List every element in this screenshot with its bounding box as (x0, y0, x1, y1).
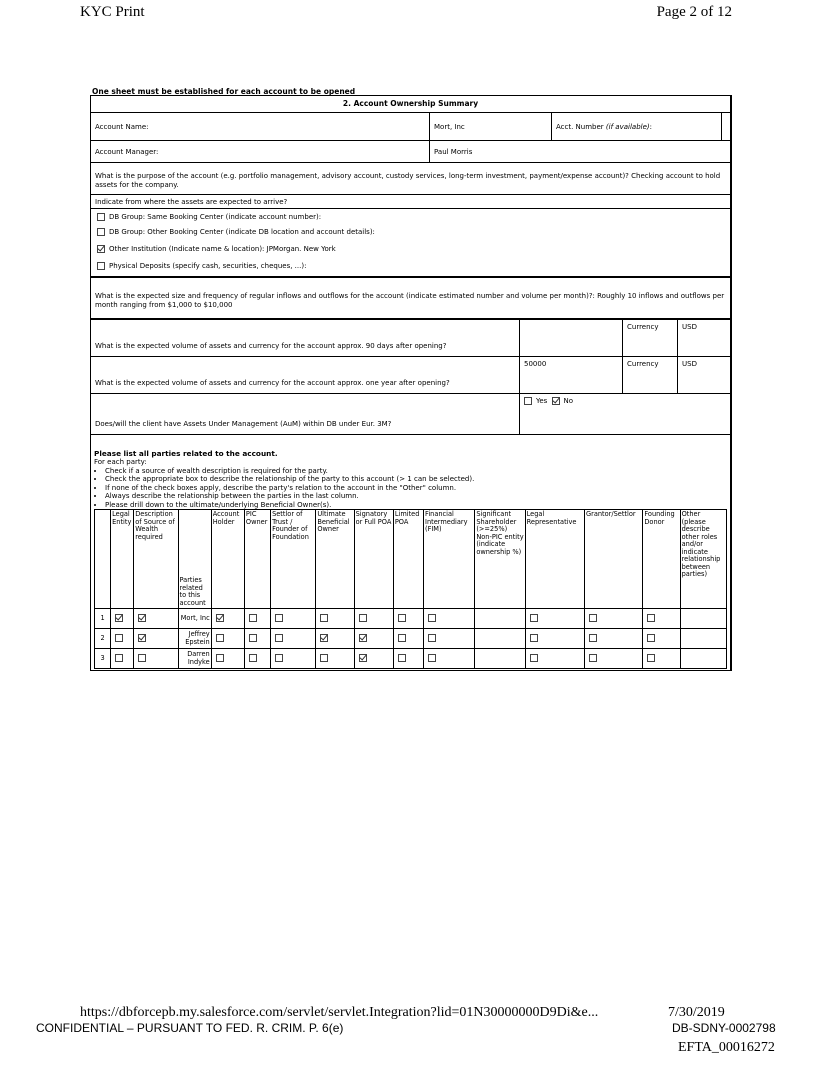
party-name[interactable]: Jeffrey Epstein (178, 629, 211, 649)
ubo-checkbox[interactable] (320, 654, 328, 662)
party-cell (244, 649, 270, 669)
volume-90-question: What is the expected volume of assets and currency for the account approx. 90 days after opening? (95, 342, 447, 350)
legal-checkbox[interactable] (115, 654, 123, 662)
legalrep-checkbox[interactable] (530, 634, 538, 642)
pic-checkbox[interactable] (249, 634, 257, 642)
col-description-source: Description of Source of Wealth required (134, 510, 178, 609)
party-cell (211, 629, 244, 649)
volume-1-year-row (91, 357, 730, 394)
volume-90-value[interactable] (519, 320, 622, 356)
aum-row (91, 394, 730, 435)
form-note: One sheet must be established for each account to be opened (92, 87, 356, 96)
party-cell (316, 629, 354, 649)
assets-origin-question: Indicate from where the assets are expected to arrive? (95, 198, 288, 206)
col-ubo: Ultimate Beneficial Owner (316, 510, 354, 609)
party-cell (424, 609, 475, 629)
num-header (95, 510, 111, 609)
ubo-checkbox[interactable] (320, 634, 328, 642)
efta-number: EFTA_00016272 (678, 1040, 775, 1055)
acct-number-value[interactable] (721, 113, 730, 140)
settlor-checkbox[interactable] (275, 614, 283, 622)
legal-checkbox[interactable] (115, 634, 123, 642)
account-name-label: Account Name: (95, 122, 149, 131)
party-cell (111, 649, 134, 669)
desc-checkbox[interactable] (138, 614, 146, 622)
party-cell (211, 609, 244, 629)
party-cell (111, 629, 134, 649)
print-header-title: KYC Print (80, 4, 145, 20)
party-name[interactable]: Darren Indyke (178, 649, 211, 669)
parties-header-row (95, 510, 727, 609)
col-significant-shareholder: Significant Shareholder (>=25%) Non-PIC entity (indicate ownership %) (475, 510, 525, 609)
party-cell (585, 629, 643, 649)
party-cell (244, 609, 270, 629)
party-cell (316, 609, 354, 629)
party-cell (271, 629, 316, 649)
party-cell (271, 609, 316, 629)
party-cell (316, 649, 354, 669)
grantor-checkbox[interactable] (589, 614, 597, 622)
sig-checkbox[interactable] (359, 634, 367, 642)
col-settlor: Settlor of Trust / Founder of Foundation (271, 510, 316, 609)
other-institution-checkbox[interactable] (97, 245, 105, 253)
volume-90-currency-label: Currency (622, 320, 677, 356)
party-cell (393, 609, 423, 629)
instruction-item: • Check if a source of wealth description is required for the party. (105, 467, 727, 476)
party-row (95, 629, 727, 649)
volume-90-days-row (91, 320, 730, 357)
col-legal-entity: Legal Entity (111, 510, 134, 609)
party-cell (393, 649, 423, 669)
aum-answer[interactable] (519, 394, 729, 434)
instruction-item: • Check the appropriate box to describe the relationship of the party to this account (> 1 can be selected). (105, 475, 727, 484)
desc-checkbox[interactable] (138, 654, 146, 662)
assets-origin-row (91, 195, 730, 277)
sig-checkbox[interactable] (359, 614, 367, 622)
party-cell (244, 629, 270, 649)
col-other: Other (please describe other roles and/or indicate relationship between parties) (680, 510, 726, 609)
other-cell[interactable] (680, 609, 726, 629)
shareholder-cell[interactable] (475, 629, 525, 649)
account-manager-value[interactable]: Paul Morris (429, 141, 729, 162)
section-title-row (91, 96, 730, 113)
col-pic-owner: PIC Owner (244, 510, 270, 609)
party-cell (585, 609, 643, 629)
fim-checkbox[interactable] (428, 634, 436, 642)
col-fim: Financial Intermediary (FIM) (424, 510, 475, 609)
desc-checkbox[interactable] (138, 634, 146, 642)
account-name-row (91, 113, 730, 141)
pic-checkbox[interactable] (249, 614, 257, 622)
legalrep-checkbox[interactable] (530, 654, 538, 662)
party-cell (525, 609, 584, 629)
account-ownership-form (90, 95, 732, 671)
other-cell[interactable] (680, 649, 726, 669)
parties-section (91, 435, 730, 669)
settlor-checkbox[interactable] (275, 634, 283, 642)
account-name-value[interactable]: Mort, Inc (429, 113, 551, 140)
party-number: 3 (95, 649, 111, 669)
acct-number-colon: : (649, 122, 652, 131)
party-number: 1 (95, 609, 111, 629)
col-account-holder: Account Holder (211, 510, 244, 609)
parties-heading: Please list all parties related to the account. (94, 449, 278, 458)
col-signatory: Signatory or Full POA (354, 510, 393, 609)
assets-option-other-institution[interactable] (91, 241, 342, 257)
parties-for-each: For each party: (94, 458, 147, 466)
party-row (95, 649, 727, 669)
instruction-item: • If none of the check boxes apply, describe the party's relation to the account in the "Other" column. (105, 484, 727, 493)
footer-url: https://dbforcepb.my.salesforce.com/servlet/servlet.Integration?lid=01N30000000D9Di&e... (80, 1005, 599, 1020)
bates-number: DB-SDNY-0002798 (672, 1021, 776, 1035)
lpoa-checkbox[interactable] (398, 614, 406, 622)
party-cell (354, 629, 393, 649)
acct-number-hint: (if available) (605, 122, 650, 131)
shareholder-cell[interactable] (475, 609, 525, 629)
acct-number-label: Acct. Number (556, 122, 604, 131)
ubo-checkbox[interactable] (320, 614, 328, 622)
settlor-checkbox[interactable] (275, 654, 283, 662)
physical-deposits-label: Physical Deposits (specify cash, securities, cheques, ...): (109, 262, 307, 270)
flows-row (91, 277, 730, 320)
party-cell (354, 609, 393, 629)
col-grantor: Grantor/Settlor (585, 510, 643, 609)
party-cell (424, 649, 475, 669)
lpoa-checkbox[interactable] (398, 654, 406, 662)
parties-table (94, 509, 727, 669)
assets-option-physical-deposits[interactable] (91, 258, 312, 274)
page-number: Page 2 of 12 (656, 4, 732, 20)
party-cell (585, 649, 643, 669)
party-number: 2 (95, 629, 111, 649)
acct-number-field[interactable] (551, 113, 721, 140)
fim-checkbox[interactable] (428, 654, 436, 662)
section-title: 2. Account Ownership Summary (342, 99, 479, 108)
lpoa-checkbox[interactable] (398, 634, 406, 642)
holder-checkbox[interactable] (216, 654, 224, 662)
other-cell[interactable] (680, 629, 726, 649)
other-booking-label: DB Group: Other Booking Center (indicate DB location and account details): (109, 228, 375, 236)
party-cell (643, 629, 680, 649)
party-name[interactable]: Mort, Inc (178, 609, 211, 629)
col-founding-donor: Founding Donor (643, 510, 680, 609)
volume-1y-currency-label: Currency (622, 357, 677, 393)
parties-instructions (94, 467, 727, 510)
other-institution-label: Other Institution (Indicate name & location): JPMorgan. New York (109, 245, 336, 253)
legal-checkbox[interactable] (115, 614, 123, 622)
volume-90-currency-value[interactable]: USD (677, 320, 729, 356)
sig-checkbox[interactable] (359, 654, 367, 662)
purpose-row (91, 163, 730, 195)
footer-date: 7/30/2019 (668, 1005, 725, 1020)
party-cell (354, 649, 393, 669)
grantor-checkbox[interactable] (589, 634, 597, 642)
party-cell (134, 629, 178, 649)
confidential-notice: CONFIDENTIAL – PURSUANT TO FED. R. CRIM. P. 6(e) (36, 1021, 344, 1035)
other-booking-checkbox[interactable] (97, 228, 105, 236)
holder-checkbox[interactable] (216, 614, 224, 622)
party-cell (525, 629, 584, 649)
aum-no-checkbox[interactable] (552, 397, 560, 405)
donor-checkbox[interactable] (647, 634, 655, 642)
same-booking-label: DB Group: Same Booking Center (indicate account number): (109, 213, 322, 221)
assets-option-other-booking[interactable] (91, 224, 381, 240)
party-row (95, 609, 727, 629)
col-parties-related: Parties related to this account (178, 510, 211, 609)
party-cell (271, 649, 316, 669)
col-legal-representative: Legal Representative (525, 510, 584, 609)
volume-1y-question: What is the expected volume of assets and currency for the account approx. one year after opening? (95, 379, 450, 387)
grantor-checkbox[interactable] (589, 654, 597, 662)
party-cell (643, 649, 680, 669)
physical-deposits-checkbox[interactable] (97, 262, 105, 270)
col-limited-poa: Limited POA (393, 510, 423, 609)
party-cell (211, 649, 244, 669)
party-cell (134, 609, 178, 629)
party-cell (525, 649, 584, 669)
fim-checkbox[interactable] (428, 614, 436, 622)
aum-no-label: No (563, 397, 574, 405)
volume-1y-currency-value[interactable]: USD (677, 357, 729, 393)
party-cell (424, 629, 475, 649)
aum-yes-label: Yes (536, 397, 548, 405)
holder-checkbox[interactable] (216, 634, 224, 642)
assets-option-same-booking[interactable] (91, 208, 730, 225)
account-manager-row (91, 141, 730, 163)
account-manager-label: Account Manager: (95, 147, 159, 156)
aum-question: Does/will the client have Assets Under Management (AuM) within DB under Eur. 3M? (95, 420, 392, 428)
party-cell (134, 649, 178, 669)
party-cell (111, 609, 134, 629)
aum-yes-checkbox[interactable] (524, 397, 532, 405)
donor-checkbox[interactable] (647, 614, 655, 622)
instruction-item: • Always describe the relationship between the parties in the last column. (105, 492, 727, 501)
pic-checkbox[interactable] (249, 654, 257, 662)
volume-1y-value[interactable]: 50000 (519, 357, 622, 393)
party-cell (393, 629, 423, 649)
instruction-item: • Please drill down to the ultimate/underlying Beneficial Owner(s). (105, 501, 727, 510)
legalrep-checkbox[interactable] (530, 614, 538, 622)
same-booking-checkbox[interactable] (97, 213, 105, 221)
party-cell (643, 609, 680, 629)
purpose-text: What is the purpose of the account (e.g. portfolio management, advisory account, custody services, long-term investment, payment/expense account)? Checking account to hold assets for the company. (95, 172, 721, 189)
flows-text: What is the expected size and frequency of regular inflows and outflows for the account (indicate estimated number and volume per month)?: Roughly 10 inflows and outflows per month ranging from $1,000 to $10,000 (95, 292, 725, 309)
shareholder-cell[interactable] (475, 649, 525, 669)
donor-checkbox[interactable] (647, 654, 655, 662)
